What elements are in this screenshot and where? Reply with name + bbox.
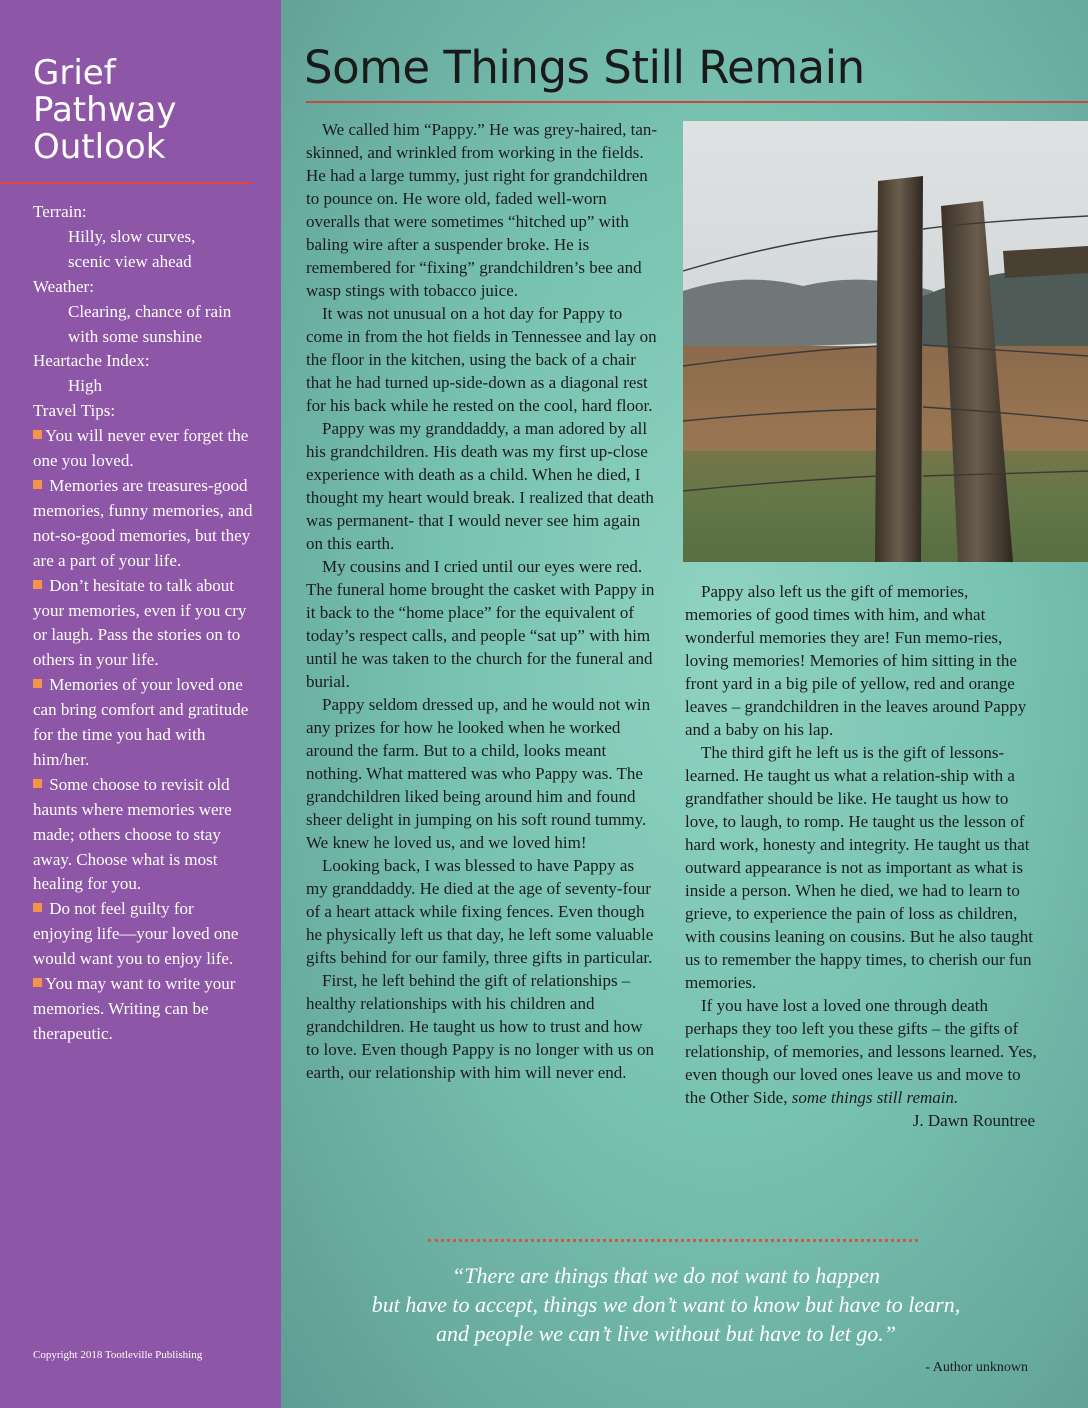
travel-tip	[33, 972, 255, 1047]
quote-line: “There are things that we do not want to happen	[452, 1263, 880, 1288]
article-paragraph: My cousins and I cried until our eyes were red. The funeral home brought the casket with Pappy in it back to the “home place” for the equivalent of today’s respect calls, and people “sat up” with him until he was taken to the church for the funeral and burial.	[306, 557, 655, 691]
travel-tip	[33, 897, 255, 972]
copyright: Copyright 2018 Tootleville Publishing	[33, 1349, 203, 1361]
fence-photo	[683, 121, 1088, 562]
travel-tip	[33, 673, 255, 773]
sidebar	[0, 0, 281, 1408]
closing-italic: some things still remain.	[791, 1088, 959, 1107]
article-paragraph: It was not unusual on a hot day for Pappy to come in from the hot fields in Tennessee and lay on the floor in the kitchen, using the back of a chair that he had turned up-side-down as a diagonal rest for his back while he rested on the cool, hard floor.	[306, 304, 657, 415]
quote-line: and people we can’t live without but have to let go.”	[435, 1321, 897, 1346]
article-paragraph: We called him “Pappy.” He was grey-haired, tan-skinned, and wrinkled from working in the fields. He had a large tummy, just right for grandchildren to pounce on. He wore old, faded well-worn overalls that were sometimes “hitched up” with baling wire after a suspender broke. He is remembered for “fixing” grandchildren’s bee and wasp stings with tobacco juice.	[306, 120, 658, 300]
sidebar-title-line: Pathway	[33, 90, 177, 130]
travel-tip-text: Memories of your loved one can bring comfort and gratitude for the time you had with him/her.	[33, 675, 249, 769]
quote-divider	[428, 1239, 918, 1242]
article-title: Some Things Still Remain	[304, 41, 865, 94]
quote-author: - Author unknown	[925, 1360, 1028, 1375]
closing-text: If you have lost a loved one through death perhaps they too left you these gifts – the gifts of relationship, of memories, and lessons learned. Yes, even though our loved ones leave us and move to the Other Side,	[685, 996, 1037, 1107]
weather-label: Weather:	[33, 276, 94, 296]
travel-tip-text: You will never ever forget the one you loved.	[33, 426, 249, 471]
heartache-label: Heartache Index:	[33, 351, 150, 371]
main-article	[281, 0, 1088, 1408]
travel-tip-text: You may want to write your memories. Writing can be therapeutic.	[33, 974, 236, 1043]
sidebar-title-line: Outlook	[33, 127, 166, 167]
sidebar-divider	[0, 182, 251, 184]
article-paragraph: Pappy also left us the gift of memories, memories of good times with him, and what wonderful memories they are! Fun memo-ries, loving memories! Memories of him sitting in the front yard in a big pile of yellow, red and orange leaves – grandchildren in the leaves around Pappy and a baby on his lap.	[685, 582, 1027, 739]
terrain-value: scenic view ahead	[68, 251, 192, 271]
bullet-square-icon	[33, 679, 42, 688]
weather-value: Clearing, chance of rain	[68, 301, 232, 321]
article-paragraph: Pappy was my granddaddy, a man adored by all his grandchildren. His death was my first up-close experience with death as a child. When he died, I thought my heart would break. I realized that death was permanent- that I would never see him again on this earth.	[306, 419, 654, 553]
pull-quote	[311, 1261, 1021, 1348]
weather-value: with some sunshine	[68, 326, 203, 346]
sidebar-title-line: Grief	[33, 53, 116, 93]
travel-tip-text: Memories are treasures-good memories, funny memories, and not-so-good memories, but they are a part of your life.	[33, 475, 253, 570]
travel-tips-label: Travel Tips:	[33, 401, 116, 421]
author-signature: J. Dawn Rountree	[912, 1111, 1035, 1130]
quote-line: but have to accept, things we don’t want to know but have to learn,	[371, 1292, 961, 1317]
bullet-square-icon	[33, 430, 42, 439]
bullet-square-icon	[33, 580, 42, 589]
sidebar-title	[33, 55, 176, 166]
title-divider	[306, 101, 1088, 103]
terrain-value: Hilly, slow curves,	[68, 226, 196, 246]
travel-tip	[33, 474, 255, 574]
travel-tip	[33, 574, 255, 674]
article-column-left	[306, 118, 660, 1084]
outlook-list	[33, 200, 255, 1047]
article-paragraph: Pappy seldom dressed up, and he would not win any prizes for how he looked when he worked around the farm. But to a child, looks meant nothing. What mattered was who Pappy was. The grandchildren liked being around him and found sheer delight in jumping on his soft round tummy. We knew he loved us, and we loved him!	[306, 695, 651, 852]
article-paragraph: The third gift he left us is the gift of lessons-learned. He taught us what a relation-ship with a grandfather should be like. He taught us how to love, to laugh, to romp. He taught us the lesson of hard work, honesty and integrity. He taught us that outward appearance is not as important as what is inside a person. When he died, we had to learn to grieve, to experience the pain of loss as children, with cousins leaning on cousins. But he also taught us to remember the happy times, to cherish our fun memories.	[685, 743, 1033, 992]
bullet-square-icon	[33, 480, 42, 489]
heartache-value: High	[68, 376, 102, 396]
bullet-square-icon	[33, 978, 42, 987]
travel-tip-text: Do not feel guilty for enjoying life—your loved one would want you to enjoy life.	[33, 899, 239, 969]
article-column-right	[685, 580, 1038, 1132]
travel-tip-text: Don’t hesitate to talk about your memories, even if you cry or laugh. Pass the stories on to others in your life.	[33, 575, 247, 670]
travel-tip-text: Some choose to revisit old haunts where memories were made; others choose to stay away. Choose what is most healing for you.	[33, 774, 232, 894]
travel-tip	[33, 773, 255, 898]
article-closing-paragraph	[685, 994, 1038, 1109]
travel-tip	[33, 424, 255, 474]
bullet-square-icon	[33, 903, 42, 912]
article-paragraph: Looking back, I was blessed to have Pappy as my granddaddy. He died at the age of seventy-four of a heart attack while fixing fences. Even though he physically left us that day, he left some valuable gifts behind for our family, three gifts in particular.	[306, 856, 654, 967]
article-paragraph: First, he left behind the gift of relationships – healthy relationships with his children and grandchildren. He taught us how to trust and how to love. Even though Pappy is no longer with us on earth, our relationship with him will never end.	[306, 971, 655, 1082]
bullet-square-icon	[33, 779, 42, 788]
terrain-label: Terrain:	[33, 202, 87, 221]
